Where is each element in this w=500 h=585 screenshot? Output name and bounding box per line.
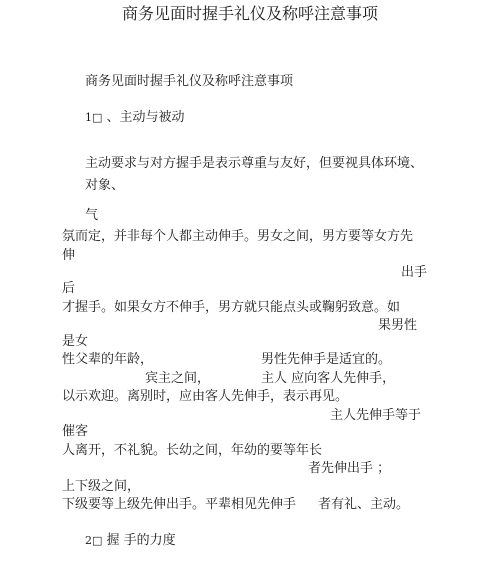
- section-2-number: 2: [85, 534, 92, 547]
- body-line: 人离开，不礼貌。长幼之间，年幼的要等年长: [62, 443, 323, 458]
- section-1-number: 1: [85, 111, 92, 124]
- body-line: 主人 应向客人先伸手，: [261, 371, 396, 386]
- section-1-title: 、主动与被动: [106, 110, 185, 125]
- body-line: 宾主之间，: [145, 371, 211, 386]
- body-line: 上下级之间，: [62, 479, 141, 494]
- section-subtitle: 商务见面时握手礼仪及称呼注意事项: [85, 74, 294, 89]
- section-1-heading: [85, 110, 185, 126]
- section-2-title: 握 手的力度: [106, 533, 176, 548]
- body-line: 主动要求与对方握手是表示尊重与友好，但要视具体环境、: [85, 156, 424, 171]
- section-2-heading: [85, 533, 176, 549]
- body-line: 是女: [62, 334, 89, 349]
- body-line: 伸: [62, 248, 76, 263]
- body-line: 男性先伸手是适宜的。: [261, 352, 392, 367]
- body-line: 下级要等上级先伸出手。平辈相见先伸手: [62, 497, 297, 512]
- body-line: 主人先伸手等于: [330, 408, 422, 423]
- body-line: 后: [62, 281, 76, 296]
- body-line: 果男性: [378, 318, 418, 333]
- body-line: 气: [85, 208, 99, 223]
- body-line: 性父辈的年龄，: [62, 352, 154, 367]
- missing-glyph-icon: □: [92, 534, 103, 547]
- body-line: 以示欢迎。离别时，应由客人先伸手，表示再见。: [62, 389, 349, 404]
- missing-glyph-icon: □: [92, 111, 103, 124]
- body-line: 者有礼、主动。: [318, 497, 410, 512]
- body-line: 催客: [62, 424, 89, 439]
- document-title: 商务见面时握手礼仪及称呼注意事项: [121, 4, 378, 23]
- body-line: 者先伸出手 ；: [308, 461, 391, 476]
- body-line: 才握手。如果女方不伸手，男方就只能点头或鞠躬致意。如: [62, 300, 401, 315]
- body-line: 氛而定，并非每个人都主动伸手。男女之间，男方要等女方先: [62, 229, 414, 244]
- body-line: 出手: [401, 265, 428, 280]
- body-line: 对象、: [85, 178, 125, 193]
